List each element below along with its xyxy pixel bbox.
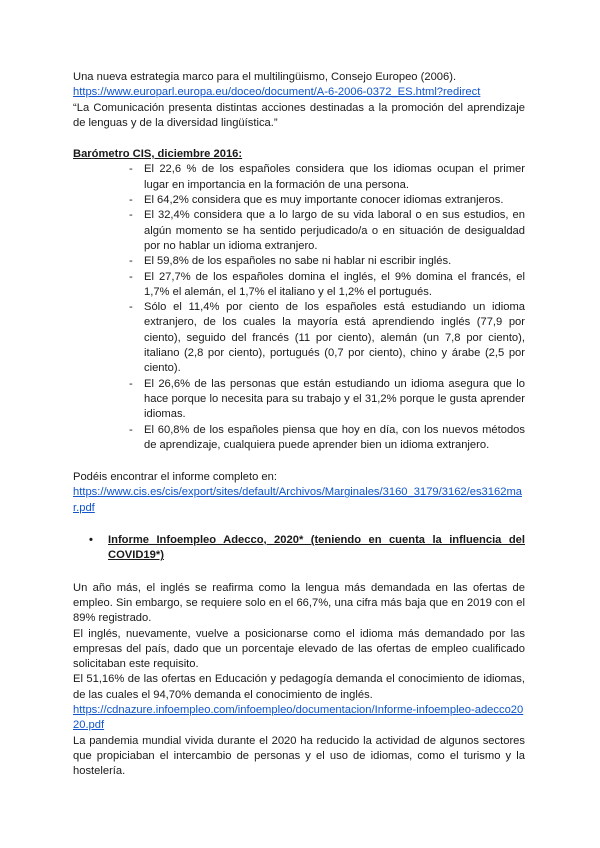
adecco-paragraph-4: La pandemia mundial vivida durante el 2020 ha reducido la actividad de algunos sectores que propiciaban el intercambio de personas y el uso de idiomas, como el turismo y la hostelería.: [73, 734, 525, 778]
list-item: - El 59,8% de los españoles no sabe ni hablar ni escribir inglés.: [129, 255, 452, 268]
document-page: [73, 70, 525, 779]
adecco-paragraph-3: El 51,16% de las ofertas en Educación y pedagogía demanda el conocimiento de idiomas, de las cuales el 94,70% demanda el conocimiento de inglés.: [73, 673, 525, 701]
europarl-link[interactable]: https://www.europarl.europa.eu/doceo/document/A-6-2006-0372_ES.html?redirect: [73, 86, 481, 99]
list-item: - El 64,2% considera que es muy importante conocer idiomas extranjeros.: [129, 194, 504, 207]
bullet-icon: •: [89, 534, 93, 547]
cis-list: [73, 162, 525, 453]
list-item: - El 27,7% de los españoles domina el inglés, el 9% domina el francés, el 1,7% el alemán, el 1,7% el italiano y el 1,2% el portugués.: [129, 270, 525, 298]
intro-quote: “La Comunicación presenta distintas acciones destinadas a la promoción del aprendizaje de lenguas y de la diversidad lingüística.”: [73, 101, 525, 129]
list-item: - El 32,4% considera que a lo largo de su vida laboral o en sus estudios, en algún momento se ha sentido perjudicado/a o en situación de desigualdad por no hablar un idioma extranjero.: [129, 209, 525, 252]
list-item: - El 26,6% de las personas que están estudiando un idioma asegura que lo hace porque lo necesita para su trabajo y el 31,2% porque le gusta aprender idiomas.: [129, 377, 525, 421]
list-item: - Sólo el 11,4% por ciento de los españoles está estudiando un idioma extranjero, de los cuales la mayoría está aprendiendo inglés (77,9 por ciento), seguido del francés (11 por ciento), alemán (un 7,8 por ciento), italiano (2,8 por ciento), portugués (0,7 por ciento), chino y árabe (2,5 por ciento).: [129, 301, 525, 375]
cis-report-link[interactable]: https://www.cis.es/cis/export/sites/default/Archivos/Marginales/3160_3179/3162/es3162mar.pdf: [73, 486, 522, 514]
list-item: - El 60,8% de los españoles piensa que hoy en día, con los nuevos métodos de aprendizaje, cualquiera puede aprender bien un idioma extranjero.: [129, 423, 525, 451]
adecco-paragraph-2: El inglés, nuevamente, vuelve a posicionarse como el idioma más demandado por las empresas del país, dado que un porcentaje elevado de las ofertas de empleo cualificado solicitaban este requisito.: [73, 627, 525, 671]
adecco-paragraph-1: Un año más, el inglés se reafirma como la lengua más demandada en las ofertas de empleo. Sin embargo, se requiere solo en el 66,7%, una cifra más baja que en 2019 con el 89% registrado.: [73, 581, 525, 625]
cis-heading: Barómetro CIS, diciembre 2016:: [73, 148, 243, 161]
intro-text: Una nueva estrategia marco para el multilingüismo, Consejo Europeo (2006).: [73, 71, 457, 83]
report-text: Podéis encontrar el informe completo en:: [73, 471, 277, 484]
adecco-heading: • Informe Infoempleo Adecco, 2020* (teniendo en cuenta la influencia del COVID19*): [89, 534, 525, 562]
infoempleo-link[interactable]: https://cdnazure.infoempleo.com/infoempleo/documentacion/Informe-infoempleo-adecco2020.pdf: [73, 703, 524, 732]
list-item: - El 22,6 % de los españoles considera que los idiomas ocupan el primer lugar en importancia en la formación de una persona.: [129, 163, 525, 191]
